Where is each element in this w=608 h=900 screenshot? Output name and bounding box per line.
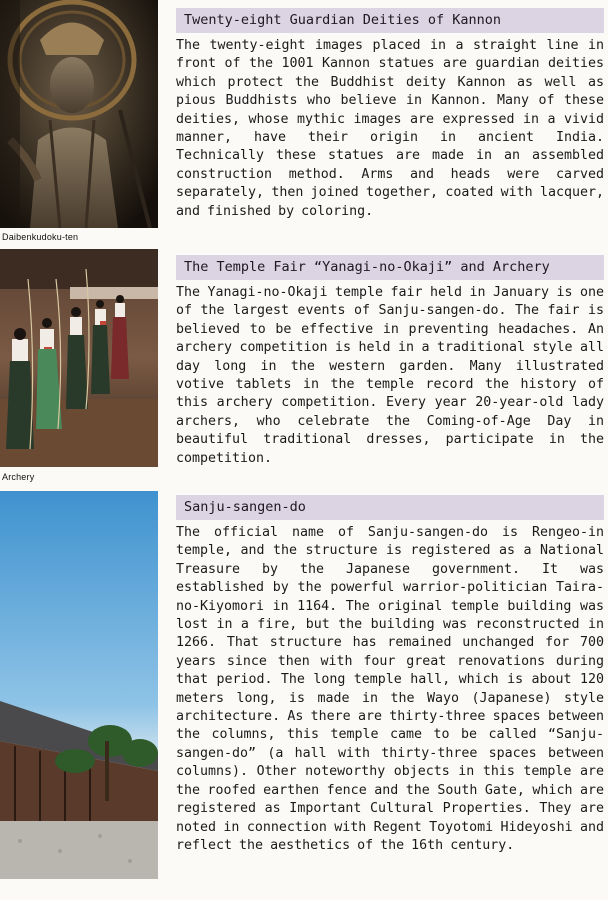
section-heading: Sanju-sangen-do <box>176 495 604 520</box>
section-heading: The Temple Fair “Yanagi-no-Okaji” and Archery <box>176 255 604 280</box>
section-body: The Yanagi-no-Okaji temple fair held in January is one of the largest events of Sanju-sangen-do. The fair is believed to be effective in preventing headaches. An archery competition is held in a traditional style all day long in the western garden. Many illustrated votive tablets in the temple record the history of this archery competition. Every year 20-year-old lady archers, who celebrate the Coming-of-Age Day in beautiful traditional dresses, participate in the competition. <box>176 285 604 466</box>
section-sanju-sangen-do <box>176 495 604 855</box>
section-guardian-deities <box>176 8 604 221</box>
guardian-deity-photo <box>0 0 158 228</box>
photo-caption: Archery <box>2 472 35 482</box>
section-body: The twenty-eight images placed in a straight line in front of the 1001 Kannon statues are guardian deities which protect the Buddhist deity Kannon as well as pious Buddhists who believe in Kannon. Many of these deities, whose mythic images are expressed in a vivid manner, have their origin in ancient India. Technically these statues are made in an assembled construction method. Arms and heads were carved separately, then joined together, coated with lacquer, and finished by coloring. <box>176 38 604 219</box>
photo-caption: Daibenkudoku-ten <box>2 232 79 242</box>
section-heading: Twenty-eight Guardian Deities of Kannon <box>176 8 604 33</box>
archery-photo <box>0 249 158 467</box>
section-temple-fair <box>176 255 604 468</box>
temple-hall-photo <box>0 491 158 879</box>
section-body: The official name of Sanju-sangen-do is Rengeo-in temple, and the structure is registered as a National Treasure by the Japanese government. It was established by the powerful warrior-politician Taira-no-Kiyomori in 1164. The original temple building was lost in a fire, but the building was reconstructed in 1266. That structure has remained unchanged for 700 years since then with four great renovations during that period. The long temple hall, which is about 120 meters long, is made in the Wayo (Japanese) style architecture. As there are thirty-three spaces between the columns, this temple came to be called “Sanju-sangen-do” (a hall with thirty-three spaces between columns). Other noteworthy objects in this temple are the roofed earthen fence and the South Gate, which are registered as Important Cultural Properties. They are noted in connection with Regent Toyotomi Hideyoshi and reflect the aesthetics of the 16th century. <box>176 525 604 853</box>
